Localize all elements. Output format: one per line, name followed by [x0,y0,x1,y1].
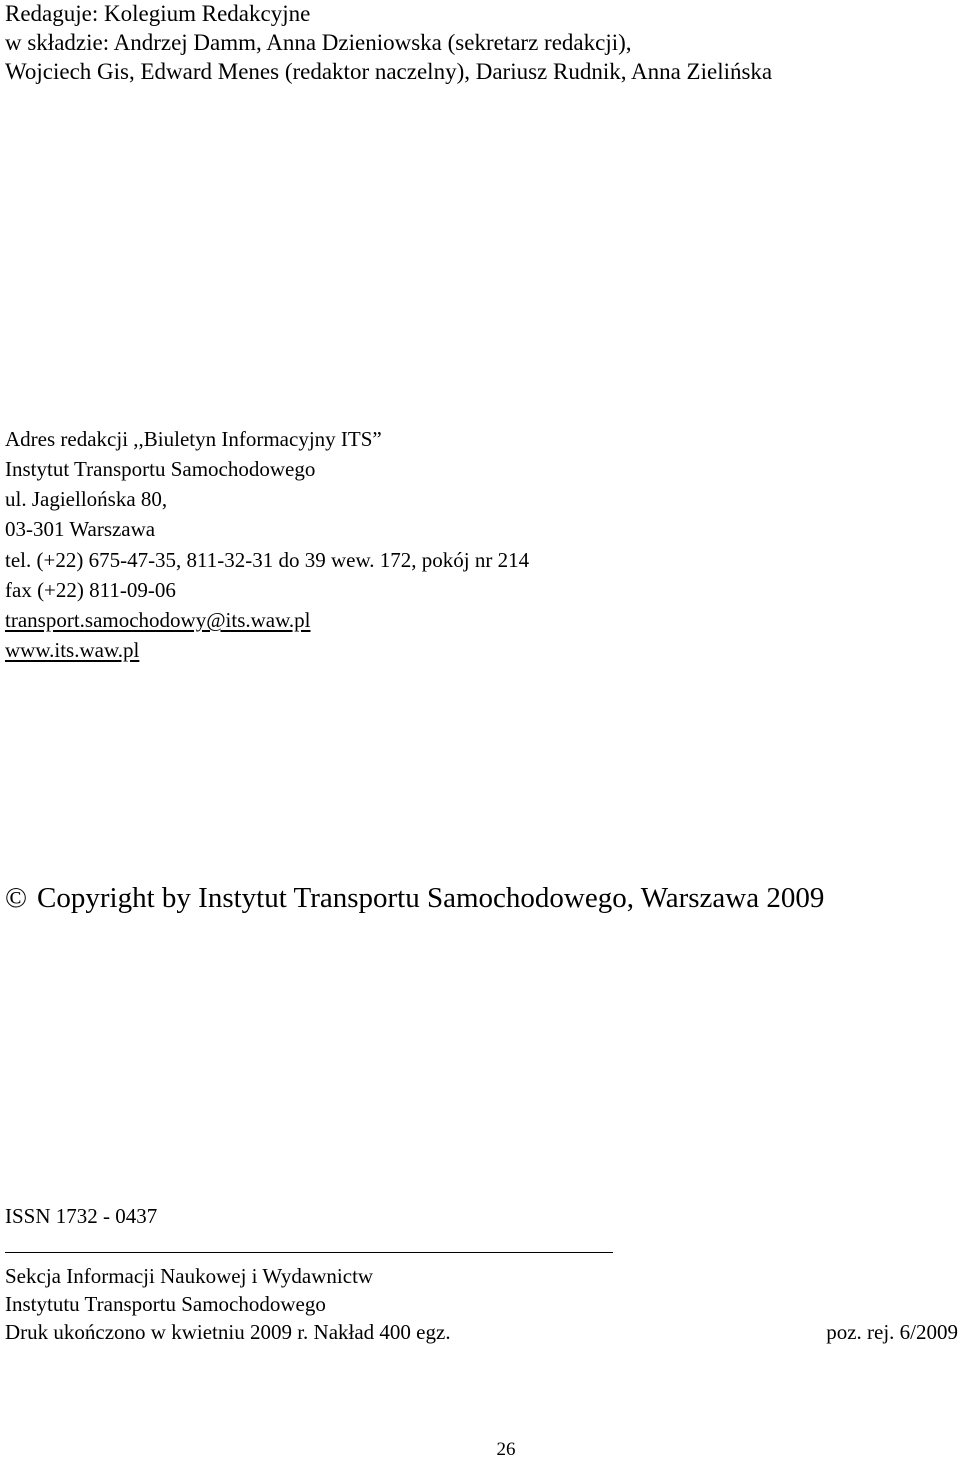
publisher-institute: Instytutu Transportu Samochodowego [5,1292,326,1316]
copyright-symbol: © [5,882,28,914]
address-fax: fax (+22) 811-09-06 [5,578,176,602]
copyright-notice [5,880,824,916]
publisher-section: Sekcja Informacji Naukowej i Wydawnictw [5,1264,374,1288]
address-city: 03-301 Warszawa [5,517,156,541]
divider-line [5,1252,613,1253]
address-institution: Instytut Transportu Samochodowego [5,457,316,481]
print-info: Druk ukończono w kwietniu 2009 r. Nakład 400 egz. [5,1320,451,1344]
page-number: 26 [496,1439,516,1460]
website-link[interactable]: www.its.waw.pl [5,638,140,662]
editorial-board-line-2: w składzie: Andrzej Damm, Anna Dzieniowska (sekretarz redakcji), [5,30,632,55]
registration-number: poz. rej. 6/2009 [826,1320,958,1344]
editorial-board-line-1: Redaguje: Kolegium Redakcyjne [5,1,311,26]
editorial-board-line-3: Wojciech Gis, Edward Menes (redaktor naczelny), Dariusz Rudnik, Anna Zielińska [5,59,773,84]
copyright-text: Copyright by Instytut Transportu Samochodowego, Warszawa 2009 [37,882,825,914]
address-phone: tel. (+22) 675-47-35, 811-32-31 do 39 wew. 172, pokój nr 214 [5,548,530,572]
address-title: Adres redakcji ,,Biuletyn Informacyjny ITS” [5,427,382,451]
issn: ISSN 1732 - 0437 [5,1204,158,1228]
email-link[interactable]: transport.samochodowy@its.waw.pl [5,608,311,632]
address-street: ul. Jagiellońska 80, [5,487,168,511]
